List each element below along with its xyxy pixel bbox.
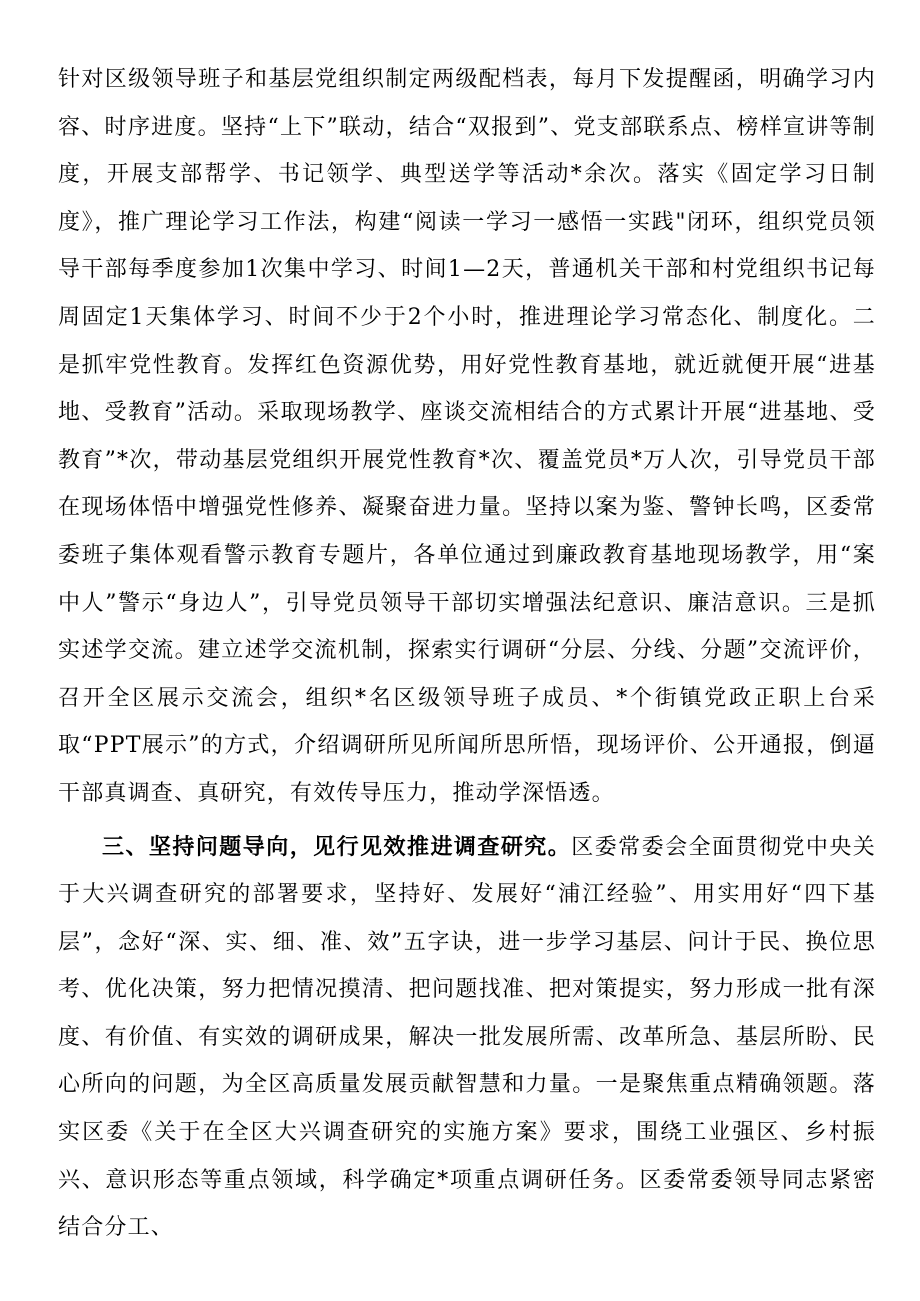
section-3-paragraph xyxy=(58,824,876,1252)
section-3-body: 区委常委会全面贯彻党中央关于大兴调查研究的部署要求，坚持好、发展好“浦江经验”、用实用好“四下基层”，念好“深、实、细、准、效”五字诀，进一步学习基层、问计于民、换位思考、优化决策，努力把情况摸清、把问题找准、把对策提实，努力形成一批有深度、有价值、有实效的调研成果，解决一批发展所需、改革所急、基层所盼、民心所向的问题，为全区高质量发展贡献智慧和力量。一是聚焦重点精确领题。落实区委《关于在全区大兴调查研究的实施方案》要求，围绕工业强区、乡村振兴、意识形态等重点领域，科学确定*项重点调研任务。区委常委领导同志紧密结合分工、 xyxy=(58,834,876,1241)
body-paragraph-1: 针对区级领导班子和基层党组织制定两级配档表，每月下发提醒函，明确学习内容、时序进度。坚持“上下”联动，结合“双报到”、党支部联系点、榜样宣讲等制度，开展支部帮学、书记领学、典型送学等活动*余次。落实《固定学习日制度》，推广理论学习工作法，构建“阅读一学习一感悟一实践"闭环，组织党员领导干部每季度参加1次集中学习、时间1—2天，普通机关干部和村党组织书记每周固定1天集体学习、时间不少于2个小时，推进理论学习常态化、制度化。二是抓牢党性教育。发挥红色资源优势，用好党性教育基地，就近就便开展“进基地、受教育”活动。采取现场教学、座谈交流相结合的方式累计开展“进基地、受教育”*次，带动基层党组织开展党性教育*次、覆盖党员*万人次，引导党员干部在现场体悟中增强党性修养、凝聚奋进力量。坚持以案为鉴、警钟长鸣，区委常委班子集体观看警示教育专题片，各单位通过到廉政教育基地现场教学，用“案中人”警示“身边人”，引导党员领导干部切实增强法纪意识、廉洁意识。三是抓实述学交流。建立述学交流机制，探索实行调研“分层、分线、分题”交流评价，召开全区展示交流会，组织*名区级领导班子成员、*个街镇党政正职上台采取“PPT展示”的方式，介绍调研所见所闻所思所悟，现场评价、公开通报，倒逼干部真调查、真研究，有效传导压力，推动学深悟透。 xyxy=(58,67,876,806)
section-3-heading: 三、坚持问题导向，见行见效推进调查研究。 xyxy=(102,834,572,860)
